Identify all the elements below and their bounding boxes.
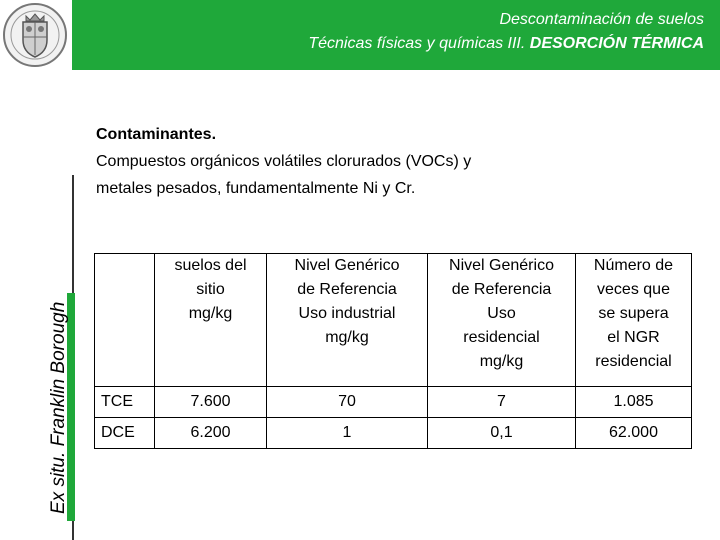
table-row — [95, 418, 692, 449]
header-line: residencial — [463, 329, 540, 346]
header-line: mg/kg — [325, 329, 369, 346]
contaminants-table — [94, 253, 692, 449]
header-line: Uso industrial — [298, 305, 396, 322]
table-header-cell — [267, 254, 428, 387]
table-header-cell — [428, 254, 576, 387]
header-line: de Referencia — [297, 281, 397, 298]
table-cell: 62.000 — [576, 418, 692, 449]
table-header-cell — [155, 254, 267, 387]
table-header-row — [95, 254, 692, 387]
header-line: de Referencia — [451, 281, 552, 298]
table-header-cell — [576, 254, 692, 387]
intro-line: Compuestos orgánicos volátiles clorurados (VOCs) y — [96, 153, 472, 170]
table-row — [95, 387, 692, 418]
header-line: suelos del — [174, 257, 247, 274]
table-cell: 6.200 — [155, 418, 267, 449]
university-crest-icon — [2, 2, 68, 68]
table-cell: 70 — [267, 387, 428, 418]
header-line: Nivel Genérico — [294, 257, 400, 274]
header-title: Descontaminación de suelos — [499, 11, 704, 28]
logo — [0, 0, 72, 72]
table-cell: 7.600 — [155, 387, 267, 418]
table-header-cell — [95, 254, 155, 387]
header-subtitle-prefix: Técnicas físicas y químicas III. — [308, 35, 530, 52]
header-subtitle — [308, 35, 704, 53]
header-line: se supera — [598, 305, 669, 322]
table-cell: 7 — [428, 387, 576, 418]
header-line: Nivel Genérico — [449, 257, 554, 274]
header-line: sitio — [196, 281, 225, 298]
header-line: Uso — [487, 305, 516, 322]
header-line: mg/kg — [479, 353, 524, 370]
intro-line: metales pesados, fundamentalmente Ni y Cr. — [96, 180, 416, 197]
header-line: residencial — [595, 353, 672, 370]
intro-title: Contaminantes. — [96, 126, 217, 143]
header-line: veces que — [597, 281, 670, 298]
table-cell: DCE — [95, 418, 155, 449]
table-cell: 0,1 — [428, 418, 576, 449]
side-label: Ex situ. Franklin Borough — [48, 301, 69, 514]
table-cell: 1 — [267, 418, 428, 449]
header-line: Número de — [593, 257, 674, 274]
intro-text — [96, 121, 471, 202]
header-subtitle-emphasis: DESORCIÓN TÉRMICA — [529, 35, 704, 52]
table-cell: 1.085 — [576, 387, 692, 418]
header-bar — [0, 0, 720, 70]
header-line: el NGR — [607, 329, 660, 346]
header-line: mg/kg — [188, 305, 233, 322]
table-cell: TCE — [95, 387, 155, 418]
